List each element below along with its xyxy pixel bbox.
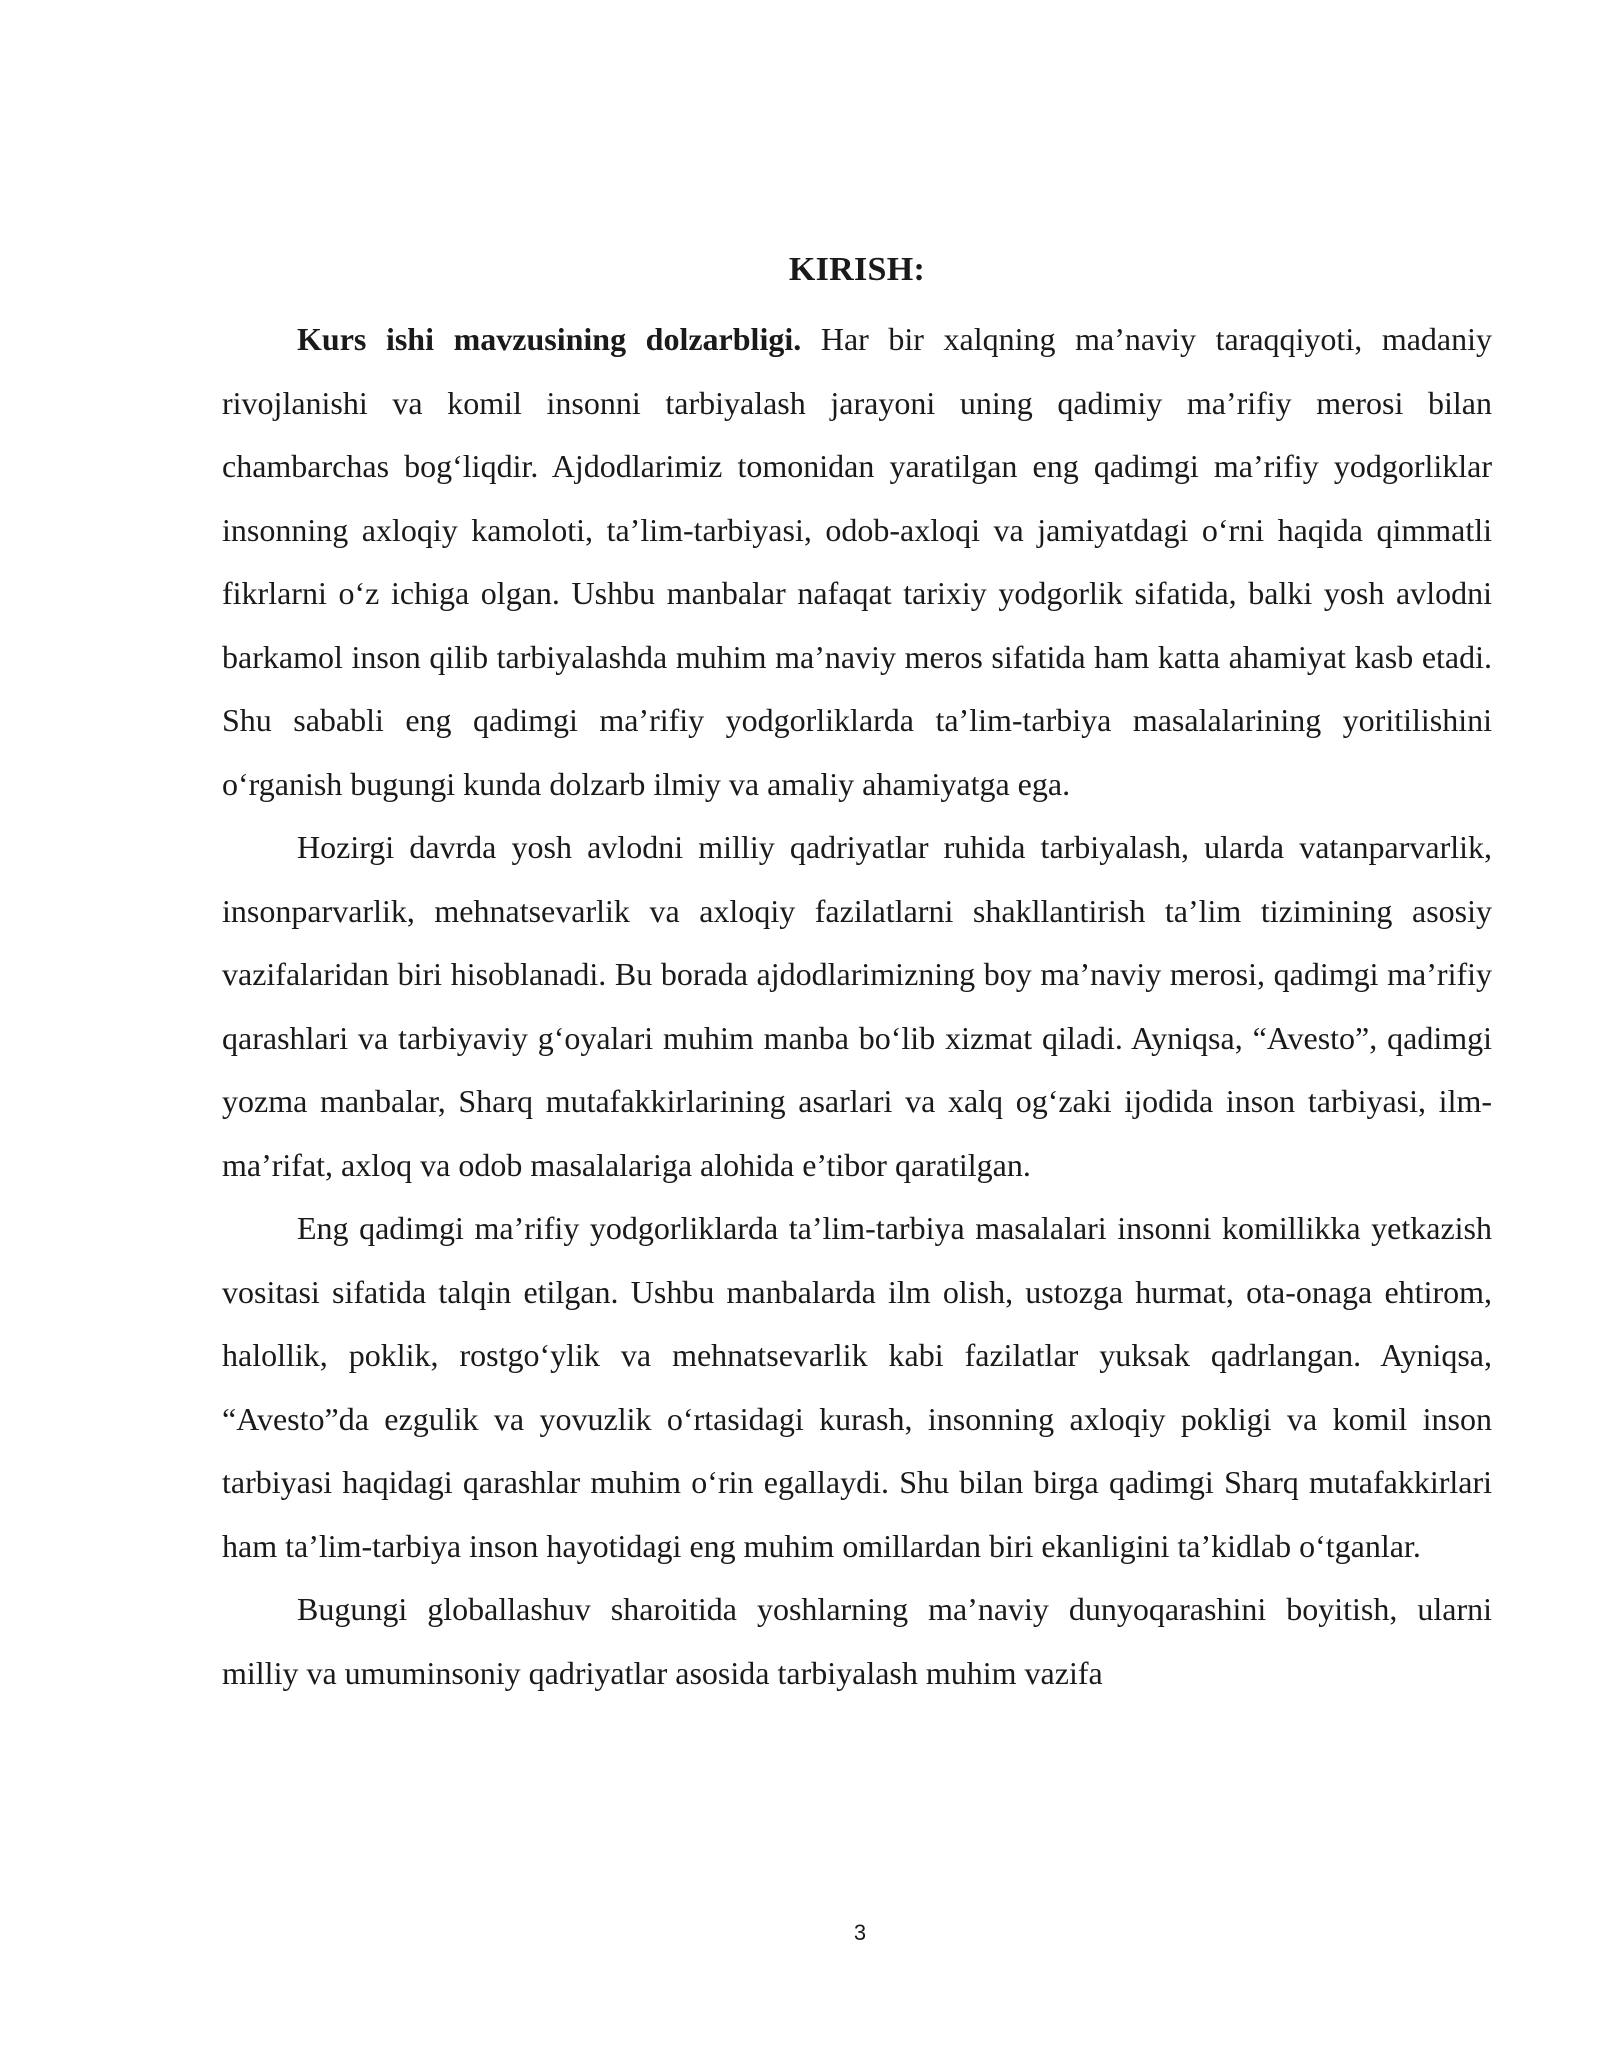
page-number: 3 [853,1920,867,1945]
paragraph-modern-period: Hozirgi davrda yosh avlodni milliy qadriyatlar ruhida tarbiyalash, ularda vatanparvarlik, insonparvarlik, mehnatsevarlik va axloqiy fazilatlarni shakllantirish ta’lim tizimining asosiy vazifalaridan biri hisoblanadi. Bu borada ajdodlarimizning boy ma’naviy merosi, qadimgi ma’rifiy qarashlari va tarbiyaviy g‘oyalari muhim manba bo‘lib xizmat qiladi. Ayniqsa, “Avesto”, qadimgi yozma manbalar, Sharq mutafakkirlarining asarlari va xalq og‘zaki ijodida inson tarbiyasi, ilm-ma’rifat, axloq va odob masalalariga alohida e’tibor qaratilgan. [222,829,1492,1183]
paragraph-text: Har bir xalqning ma’naviy taraqqiyoti, madaniy rivojlanishi va komil insonni tarbiyalash jarayoni uning qadimiy ma’rifiy merosi bilan chambarchas bog‘liqdir. Ajdodlarimiz tomonidan yaratilgan eng qadimgi ma’rifiy yodgorliklar insonning axloqiy kamoloti, ta’lim-tarbiyasi, odob-axloqi va jamiyatdagi o‘rni haqida qimmatli fikrlarni o‘z ichiga olgan. Ushbu manbalar nafaqat tarixiy yodgorlik sifatida, balki yosh avlodni barkamol inson qilib tarbiyalashda muhim ma’naviy meros sifatida ham katta ahamiyat kasb etadi. Shu sababli eng qadimgi ma’rifiy yodgorliklarda ta’lim-tarbiya masalalarining yoritilishini o‘rganish bugungi kunda dolzarb ilmiy va amaliy ahamiyatga ega. [222,321,1493,802]
section-heading: KIRISH: [788,251,926,288]
paragraph-globalization: Bugungi globallashuv sharoitida yoshlarning ma’naviy dunyoqarashini boyitish, ularni milliy va umuminsoniy qadriyatlar asosida tarbiyalash muhim vazifa [222,1591,1492,1691]
page-content [222,246,1492,1705]
paragraph-lead: Kurs ishi mavzusining dolzarbligi. [297,321,802,357]
paragraph-relevance [222,308,1492,816]
paragraph-ancient-monuments: Eng qadimgi ma’rifiy yodgorliklarda ta’lim-tarbiya masalalari insonni komillikka yetkazish vositasi sifatida talqin etilgan. Ushbu manbalarda ilm olish, ustozga hurmat, ota-onaga ehtirom, halollik, poklik, rostgo‘ylik va mehnatsevarlik kabi fazilatlar yuksak qadrlangan. Ayniqsa, “Avesto”da ezgulik va yovuzlik o‘rtasidagi kurash, insonning axloqiy pokligi va komil inson tarbiyasi haqidagi qarashlar muhim o‘rin egallaydi. Shu bilan birga qadimgi Sharq mutafakkirlari ham ta’lim-tarbiya inson hayotidagi eng muhim omillardan biri ekanligini ta’kidlab o‘tganlar. [222,1210,1492,1564]
